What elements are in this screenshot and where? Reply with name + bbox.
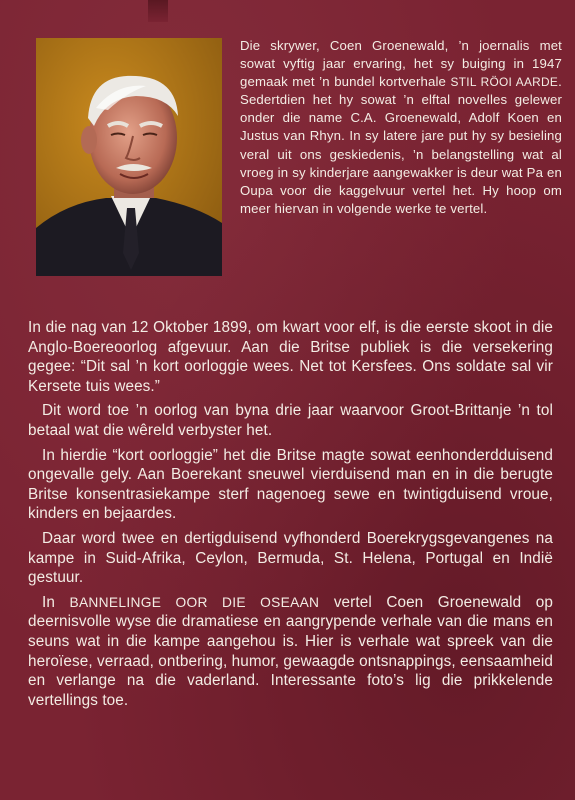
bio-book-title: STIL RÖOI AARDE: [450, 75, 559, 90]
blurb-p5-after: vertel Coen Groenewald op deernisvolle wyse die dramatiese en aangrypende verhale van die mans en seuns wat in die kampe aangehou is. Hier is verhale wat spreek van die heroïese, verraad, ontbering, humor, gewaagde ontsnappings, eensaamheid en verlange na die vaderland. Interessante foto’s lig die prikkelende vertellings toe.: [28, 593, 553, 709]
blurb-paragraph-4: Daar word twee en dertigduisend vyfhonderd Boerekrygsgevangenes na kampe in Suid-Afrika, Ceylon, Bermuda, St. Helena, Portugal en Indië gestuur.: [28, 529, 553, 587]
blurb-paragraph-5: [28, 593, 553, 711]
blurb-p5-before: In: [42, 593, 55, 611]
cover-wear-mark: [148, 0, 168, 22]
author-bio: [240, 37, 562, 218]
bio-text-after-title: . Sedertdien het hy sowat ’n elftal novelles gelewer onder die name C.A. Groenewald, Adolf Koen en Justus van Rhyn. In sy latere jare put hy sy besieling veral uit ons geskiedenis, ’n belangstelling wat al vroeg in sy kinderjare aangewakker is deur wat Pa en Oupa voor die kaggelvuur vertel het. Hy hoop om meer hiervan in volgende werke te vertel.: [240, 74, 562, 216]
author-photo: [36, 38, 222, 276]
blurb-paragraph-2: Dit word toe ’n oorlog van byna drie jaar waarvoor Groot-Brittanje ’n tol betaal wat die wêreld verbyster het.: [28, 402, 553, 439]
blurb-book-title: BANNELINGE OOR DIE OSEAAN: [69, 594, 320, 610]
blurb-paragraph-1: In die nag van 12 Oktober 1899, om kwart voor elf, is die eerste skoot in die Anglo-Boereoorlog afgevuur. Aan die Britse publiek is die versekering gegee: “Dit sal ’n kort oorloggie wees. Net tot Kersfees. Ons soldate sal vir Kersete tuis wees.”: [28, 319, 553, 395]
blurb-paragraph-3: In hierdie “kort oorloggie” het die Britse magte sowat eenhonderdduisend ongevalle gely. Aan Boerekant sneuwel vierduisend man en in die berugte Britse konsentrasiekampe sterf nagenoeg sewe en twintigduisend vroue, kinders en bejaardes.: [28, 446, 553, 523]
bio-text-before-title: Die skrywer, Coen Groenewald, ’n joernalis met sowat vyftig jaar ervaring, het sy buiging in 1947 gemaak met ’n bundel kortverhale: [240, 38, 562, 90]
book-blurb: [28, 318, 553, 715]
